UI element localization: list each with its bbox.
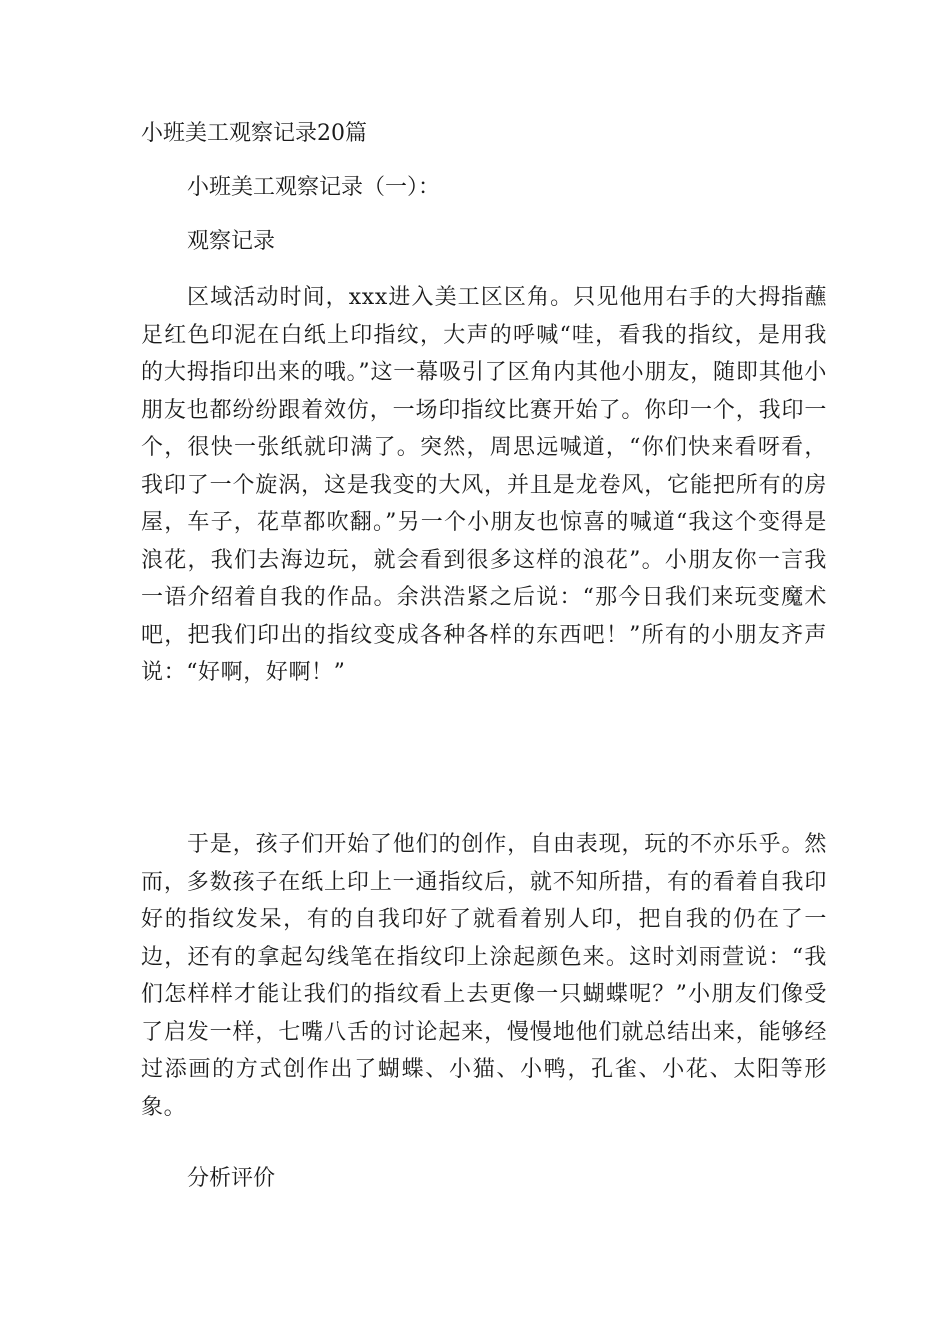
observation-paragraph-2: 于是，孩子们开始了他们的创作，自由表现，玩的不亦乐乎。然而，多数孩子在纸上印上一通指纹后，就不知所措，有的看着自我印好的指纹发呆，有的自我印好了就看着别人印，把自我的仍在了一边，还有的拿起勾线笔在指纹印上涂起颜色来。这时刘雨萱说：“我们怎样样才能让我们的指纹看上去更像一只蝴蝶呢？”小朋友们像受了启发一样，七嘴八舌的讨论起来，慢慢地他们就总结出来，能够经过添画的方式创作出了蝴蝶、小猫、小鸭，孔雀、小花、太阳等形象。	[141, 832, 827, 1120]
observation-paragraph-1: 区域活动时间，xxx进入美工区区角。只见他用右手的大拇指蘸足红色印泥在白纸上印指纹，大声的呼喊“哇，看我的指纹，是用我的大拇指印出来的哦。”这一幕吸引了区角内其他小朋友，随即其他小朋友也都纷纷跟着效仿，一场印指纹比赛开始了。你印一个，我印一个，很快一张纸就印满了。突然，周思远喊道，“你们快来看呀看，我印了一个旋涡，这是我变的大风，并且是龙卷风，它能把所有的房屋，车子，花草都吹翻。”另一个小朋友也惊喜的喊道“我这个变得是浪花，我们去海边玩，就会看到很多这样的浪花”。小朋友你一言我一语介绍着自我的作品。余洪浩紧之后说：“那今日我们来玩变魔术吧，把我们印出的指纹变成各种各样的东西吧！”所有的小朋友齐声说：“好啊，好啊！”	[141, 285, 827, 685]
document-title: 小班美工观察记录20篇	[141, 121, 367, 146]
section-subtitle: 小班美工观察记录（一）：	[187, 175, 441, 200]
analysis-heading: 分析评价	[187, 1166, 276, 1191]
observation-heading: 观察记录	[187, 229, 276, 254]
